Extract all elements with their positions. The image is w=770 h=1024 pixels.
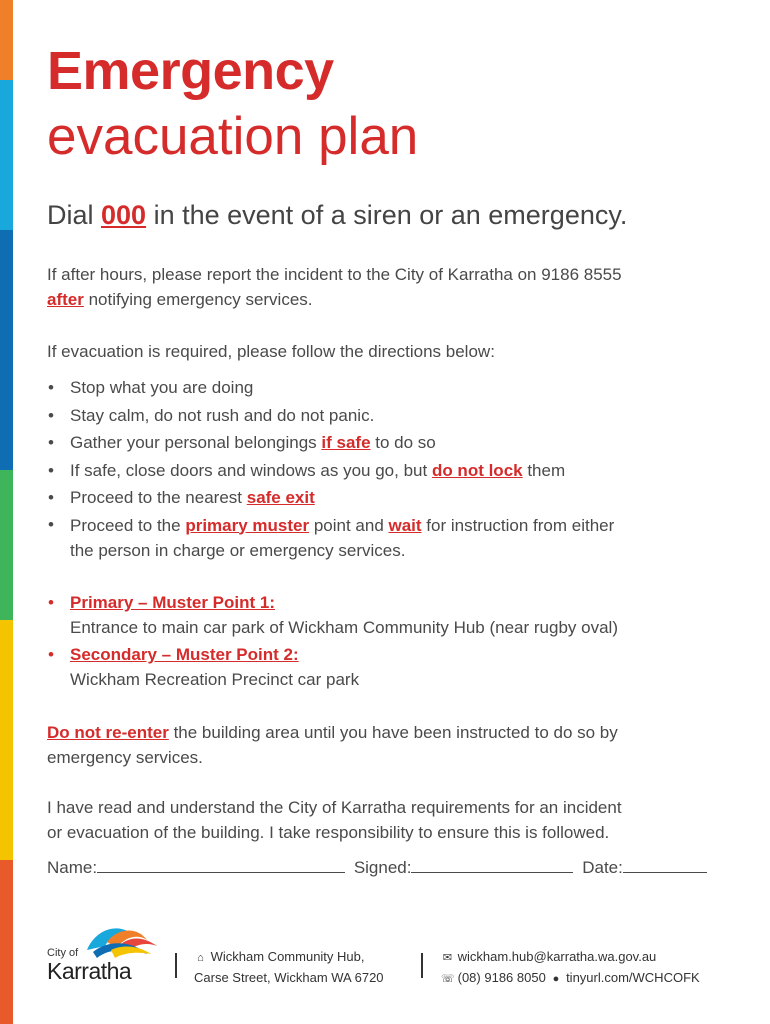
list-item	[47, 484, 614, 512]
acknowledgement	[47, 795, 622, 845]
edge-green	[0, 470, 13, 620]
name-field[interactable]	[97, 858, 345, 873]
direction-text: Gather your personal belongings	[70, 433, 322, 452]
phone-icon: ☏	[441, 973, 455, 985]
evacuation-intro: If evacuation is required, please follow the directions below:	[47, 342, 495, 361]
footer-divider	[175, 953, 177, 978]
city-of-karratha-logo	[47, 920, 162, 986]
acknowledgement-line2: or evacuation of the building. I take responsibility to ensure this is followed.	[47, 823, 610, 842]
color-edge-strip	[0, 0, 13, 1024]
muster-point-primary	[47, 590, 618, 640]
direction-text: Stay calm, do not rush and do not panic.	[70, 405, 375, 425]
dial-pre: Dial	[47, 200, 102, 230]
list-item	[47, 512, 614, 563]
edge-red-orange	[0, 860, 13, 1024]
direction-text: for instruction from either	[421, 515, 615, 535]
after-hours-line1: If after hours, please report the incident to the City of Karratha on 9186 8555	[47, 265, 622, 284]
title-evacuation-plan: evacuation plan	[47, 107, 419, 166]
muster-description: Entrance to main car park of Wickham Community Hub (near rugby oval)	[70, 618, 618, 637]
edge-orange	[0, 0, 13, 80]
list-item	[47, 374, 614, 402]
logo-karratha: Karratha	[47, 958, 132, 984]
dial-post: in the event of a siren or an emergency.	[146, 200, 628, 230]
signature-row	[47, 858, 707, 878]
signed-field[interactable]	[411, 858, 573, 873]
date-field[interactable]	[623, 858, 707, 873]
direction-text: them	[522, 460, 566, 480]
direction-emphasis: primary muster	[185, 515, 310, 535]
name-label: Name:	[47, 858, 98, 877]
footer-contact	[441, 947, 700, 989]
muster-description: Wickham Recreation Precinct car park	[70, 670, 360, 689]
date-label: Date:	[582, 858, 623, 877]
email-link[interactable]: wickham.hub@karratha.wa.gov.au	[457, 949, 657, 964]
address-line2: Carse Street, Wickham WA 6720	[194, 970, 384, 985]
edge-yellow	[0, 620, 13, 860]
edge-dark-blue	[0, 230, 13, 470]
muster-points-list	[47, 590, 618, 694]
direction-text: point and	[309, 515, 389, 535]
muster-label: Secondary – Muster Point 2:	[70, 645, 299, 664]
re-enter-line2: emergency services.	[47, 748, 203, 767]
direction-text: the person in charge or emergency services.	[70, 540, 406, 560]
direction-emphasis: do not lock	[431, 460, 523, 480]
phone-number[interactable]: (08) 9186 8050	[457, 970, 546, 985]
direction-text: to do so	[370, 433, 436, 452]
muster-label: Primary – Muster Point 1:	[70, 593, 276, 612]
re-enter-line1	[47, 720, 618, 745]
dial-instruction	[47, 200, 627, 231]
direction-emphasis: safe exit	[246, 488, 315, 507]
after-emphasis: after	[47, 290, 84, 309]
list-item	[47, 429, 614, 457]
direction-text: Stop what you are doing	[70, 378, 254, 397]
signed-label: Signed:	[353, 858, 412, 877]
muster-point-secondary	[47, 642, 618, 692]
after-hours-rest: notifying emergency services.	[83, 290, 313, 309]
re-enter-warning	[47, 720, 618, 770]
list-item	[47, 457, 614, 485]
re-enter-rest: the building area until you have been instructed to do so by	[168, 723, 618, 742]
logo-city-of: City of	[47, 947, 79, 959]
mail-icon: ✉	[442, 952, 453, 964]
title-emergency: Emergency	[47, 41, 334, 101]
acknowledgement-line1: I have read and understand the City of Karratha requirements for an incident	[47, 798, 622, 817]
direction-text: Proceed to the	[70, 515, 186, 535]
direction-emphasis: wait	[388, 515, 422, 535]
re-enter-emphasis: Do not re-enter	[47, 723, 169, 742]
globe-icon: ●	[552, 973, 560, 985]
after-hours-notice	[47, 262, 622, 312]
footer-divider	[421, 953, 423, 978]
footer-address	[194, 947, 384, 987]
footer	[47, 920, 737, 990]
emergency-number: 000	[101, 200, 147, 230]
edge-light-blue	[0, 80, 13, 230]
direction-emphasis: if safe	[321, 433, 371, 452]
direction-text: If safe, close doors and windows as you go, but	[70, 460, 432, 480]
directions-list	[47, 374, 614, 563]
direction-text: Proceed to the nearest	[70, 488, 247, 507]
address-line1: Wickham Community Hub,	[210, 949, 365, 964]
list-item	[47, 402, 614, 430]
home-icon: ⌂	[197, 952, 204, 964]
web-link[interactable]: tinyurl.com/WCHCOFK	[566, 970, 700, 985]
after-hours-line2	[47, 287, 622, 312]
